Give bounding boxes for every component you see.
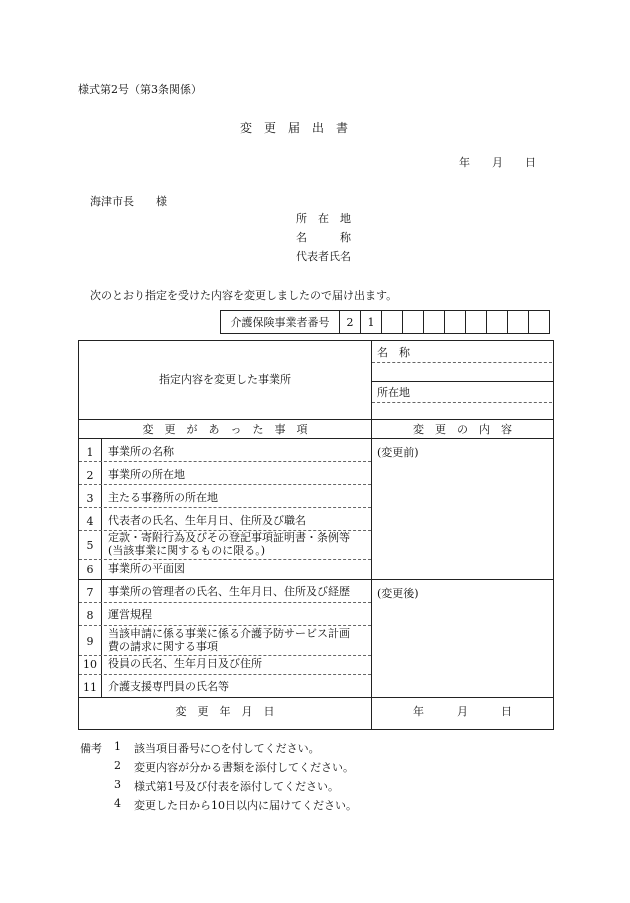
- item-label[interactable]: 事業所の所在地: [108, 468, 185, 481]
- provider-number-label: 介護保険事業者番号: [221, 311, 340, 334]
- notes-heading: 備考: [80, 742, 102, 755]
- provider-number-digit[interactable]: 1: [361, 311, 382, 334]
- applicant-name-label: 名 称: [296, 231, 351, 244]
- item-number: 6: [86, 563, 94, 576]
- provider-number-digit[interactable]: [403, 311, 424, 334]
- item-label[interactable]: 事業所の管理者の氏名、生年月日、住所及び経歴: [108, 585, 350, 598]
- after-label: (変更後): [377, 587, 419, 600]
- note-number: 3: [114, 778, 121, 791]
- addressee: 海津市長 様: [90, 195, 167, 208]
- before-label: (変更前): [377, 446, 419, 459]
- facility-name-label: 名 称: [377, 346, 410, 359]
- submission-date: 年 月 日: [459, 156, 536, 169]
- applicant-address-label: 所 在 地: [296, 212, 351, 225]
- provider-number-digit[interactable]: [487, 311, 508, 334]
- item-number: 11: [83, 681, 97, 694]
- item-label[interactable]: 定款・寄附行為及びその登記事項証明書・条例等: [108, 531, 350, 544]
- facility-address-label: 所在地: [377, 386, 410, 399]
- facility-label: 指定内容を変更した事業所: [159, 373, 291, 386]
- provider-number-digit[interactable]: [424, 311, 445, 334]
- note-number: 1: [114, 740, 121, 753]
- provider-number-digit[interactable]: 2: [340, 311, 361, 334]
- provider-number-digit[interactable]: [445, 311, 466, 334]
- item-label[interactable]: 主たる事務所の所在地: [108, 491, 218, 504]
- form-number: 様式第2号（第3条関係）: [78, 83, 202, 96]
- item-number: 9: [86, 635, 94, 648]
- note-text: 変更内容が分かる書類を添付してください。: [134, 761, 354, 774]
- item-number: 1: [86, 446, 94, 459]
- note-number: 2: [114, 759, 121, 772]
- item-number: 5: [86, 539, 94, 552]
- change-date-label: 変 更 年 月 日: [175, 705, 275, 718]
- applicant-rep-label: 代表者氏名: [296, 250, 351, 263]
- item-label-continued: 費の請求に関する事項: [108, 640, 218, 653]
- item-number: 4: [86, 515, 94, 528]
- provider-number-digit[interactable]: [466, 311, 487, 334]
- change-form-table: [78, 340, 554, 730]
- item-label-continued: (当該事業に関するものに限る。): [108, 544, 266, 557]
- item-label[interactable]: 当該申請に係る事業に係る介護予防サービス計画: [108, 627, 350, 640]
- note-text: 該当項目番号に○を付してください。: [134, 742, 320, 755]
- provider-number-digit[interactable]: [508, 311, 529, 334]
- item-label[interactable]: 介護支援専門員の氏名等: [108, 680, 229, 693]
- change-content-header: 変 更 の 内 容: [413, 423, 512, 436]
- document-title: 変 更 届 出 書: [240, 121, 349, 135]
- item-number: 2: [86, 469, 94, 482]
- change-date-value[interactable]: 年 月 日: [413, 705, 512, 718]
- note-number: 4: [114, 797, 121, 810]
- provider-number-digit[interactable]: [529, 311, 550, 334]
- item-number: 8: [86, 609, 94, 622]
- note-text: 様式第1号及び付表を添付してください。: [134, 780, 339, 793]
- item-number: 3: [86, 492, 94, 505]
- item-label[interactable]: 代表者の氏名、生年月日、住所及び職名: [108, 514, 306, 527]
- provider-number-digit[interactable]: [382, 311, 403, 334]
- item-number: 10: [83, 658, 97, 671]
- item-label[interactable]: 事業所の平面図: [108, 562, 185, 575]
- intro-text: 次のとおり指定を受けた内容を変更しましたので届け出ます。: [90, 289, 398, 302]
- item-label[interactable]: 役員の氏名、生年月日及び住所: [108, 657, 262, 670]
- provider-number-table: [220, 310, 550, 334]
- changed-items-header: 変 更 が あ っ た 事 項: [142, 423, 308, 436]
- item-number: 7: [86, 586, 94, 599]
- note-text: 変更した日から10日以内に届けてください。: [134, 799, 357, 812]
- item-label[interactable]: 運営規程: [108, 608, 152, 621]
- item-label[interactable]: 事業所の名称: [108, 445, 174, 458]
